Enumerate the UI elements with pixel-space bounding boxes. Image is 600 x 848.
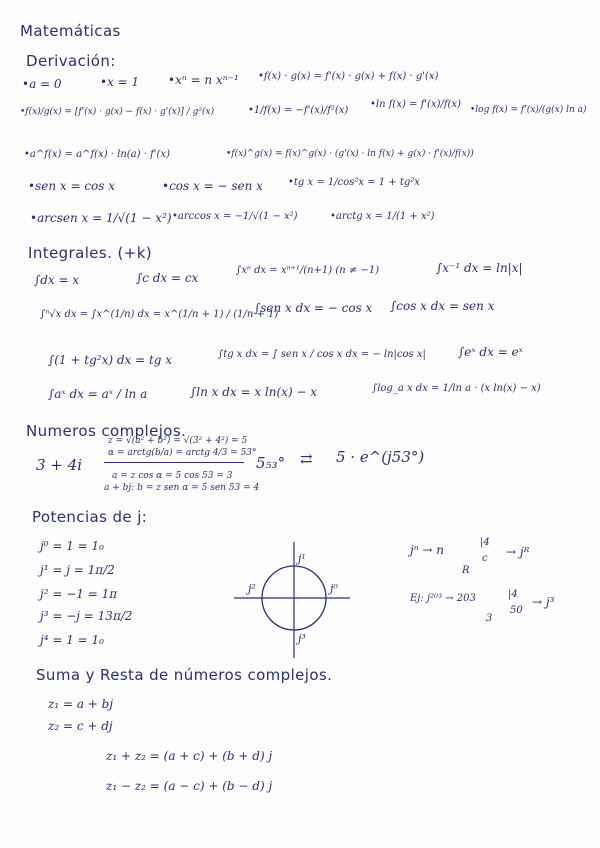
deriv-quotient: •f(x)/g(x) = [f'(x) · g(x) − f(x) · g'(x)] / g²(x) [20,107,215,117]
rule-jn: jⁿ → n [410,543,444,557]
unit-circle-diagram [232,540,352,660]
suma-heading: Suma y Resta de números complejos. [36,666,333,684]
deriv-sen: •sen x = cos x [28,179,116,193]
potencia-j3: j³ = −j = 13π/2 [40,609,133,623]
complejo-argumento: α = arctg(b/a) = arctg 4/3 = 53° [108,448,257,458]
deriv-cos: •cos x = − sen x [162,179,263,193]
potencia-j1: j¹ = j = 1π/2 [40,563,115,577]
deriv-const: •a = 0 [22,77,62,91]
int-ex: ∫eˣ dx = eˣ [458,345,523,359]
example-remainder: 3 [486,613,493,624]
deriv-power: •xⁿ = n xⁿ⁻¹ [168,73,239,87]
example-quotient: 50 [510,605,523,616]
double-arrow-icon: ⇄ [300,450,313,468]
example-j203: Ej: j²⁰³ → 203 [410,593,476,604]
deriv-reciprocal: •1/f(x) = −f'(x)/f²(x) [248,105,349,116]
int-sec2: ∫(1 + tg²x) dx = tg x [48,353,173,367]
complejo-arrow-line [104,462,244,463]
deriv-arccos: •arccos x = −1/√(1 − x²) [172,211,298,222]
potencia-j0: j⁰ = 1 = 1₀ [40,539,104,553]
int-senx: ∫sen x dx = − cos x [254,301,373,315]
complejo-polar: 5₅₃° [256,454,286,472]
complejo-parte-real: a = z cos α = 5 cos 53 = 3 [112,471,233,481]
int-xinv: ∫x⁻¹ dx = ln|x| [436,261,523,275]
deriv-arctg: •arctg x = 1/(1 + x²) [330,211,435,222]
int-ax: ∫aˣ dx = aˣ / ln a [48,387,148,401]
deriv-ln: •ln f(x) = f'(x)/f(x) [370,99,462,110]
int-dx: ∫dx = x [34,273,80,287]
deriv-tg: •tg x = 1/cos²x = 1 + tg²x [288,177,420,188]
int-xn: ∫xⁿ dx = xⁿ⁺¹/(n+1) (n ≠ −1) [236,265,380,276]
complejo-parte-imag: a + bj: b = z sen α = 5 sen 53 = 4 [104,483,260,493]
page-title: Matemáticas [20,22,121,40]
int-cosx: ∫cos x dx = sen x [390,299,495,313]
deriv-log: •log f(x) = f'(x)/(g(x) ln a) [470,105,587,115]
example-divisor: |4 [508,589,518,600]
rule-result: → jᴿ [506,545,530,559]
integrales-heading: Integrales. (+k) [28,244,153,262]
example-result: → j³ [532,595,555,609]
int-logx: ∫log_a x dx = 1/ln a · (x ln(x) − x) [372,383,541,394]
rule-remainder: R [462,565,470,576]
potencia-j4: j⁴ = 1 = 1₀ [40,633,104,647]
potencias-heading: Potencias de j: [32,508,148,526]
complejos-heading: Numeros complejos. [26,422,187,440]
deriv-product: •f(x) · g(x) = f'(x) · g(x) + f(x) · g'(x) [258,71,439,82]
rule-quotient: c [482,553,488,564]
suma-z1: z₁ = a + bj [48,697,114,711]
complejo-modulo: z = √(a² + b²) = √(3² + 4²) = 5 [108,436,248,446]
int-root: ∫ⁿ√x dx = ∫x^(1/n) dx = x^(1/n + 1) / (1/n + 1) [40,309,279,320]
deriv-arcsen: •arcsen x = 1/√(1 − x²) [30,211,172,225]
circle-label-j1: j¹ [298,552,306,565]
circle-label-j2: j² [248,582,256,595]
deriv-x: •x = 1 [100,75,140,89]
suma-z2: z₂ = c + dj [48,719,113,733]
suma-z1-plus-z2: z₁ + z₂ = (a + c) + (b + d) j [106,749,273,763]
deriv-exponential: •a^f(x) = a^f(x) · ln(a) · f'(x) [24,149,170,160]
suma-z1-minus-z2: z₁ − z₂ = (a − c) + (b − d) j [106,779,273,793]
complejo-exponencial: 5 · e^(j53°) [336,448,425,466]
circle-label-j0: j⁰ [330,582,338,595]
int-cdx: ∫c dx = cx [136,271,199,285]
circle-label-j3: j³ [298,632,306,645]
int-tg: ∫tg x dx = ∫ sen x / cos x dx = − ln|cos x| [218,349,426,360]
potencia-j2: j² = −1 = 1π [40,587,118,601]
deriv-power-general: •f(x)^g(x) = f(x)^g(x) · (g'(x) · ln f(x) + g(x) · f'(x)/f(x)) [226,149,474,159]
rule-divisor: |4 [480,537,490,548]
complejo-binomico: 3 + 4i [36,456,82,474]
int-lnx: ∫ln x dx = x ln(x) − x [190,385,318,399]
derivacion-heading: Derivación: [26,52,116,70]
